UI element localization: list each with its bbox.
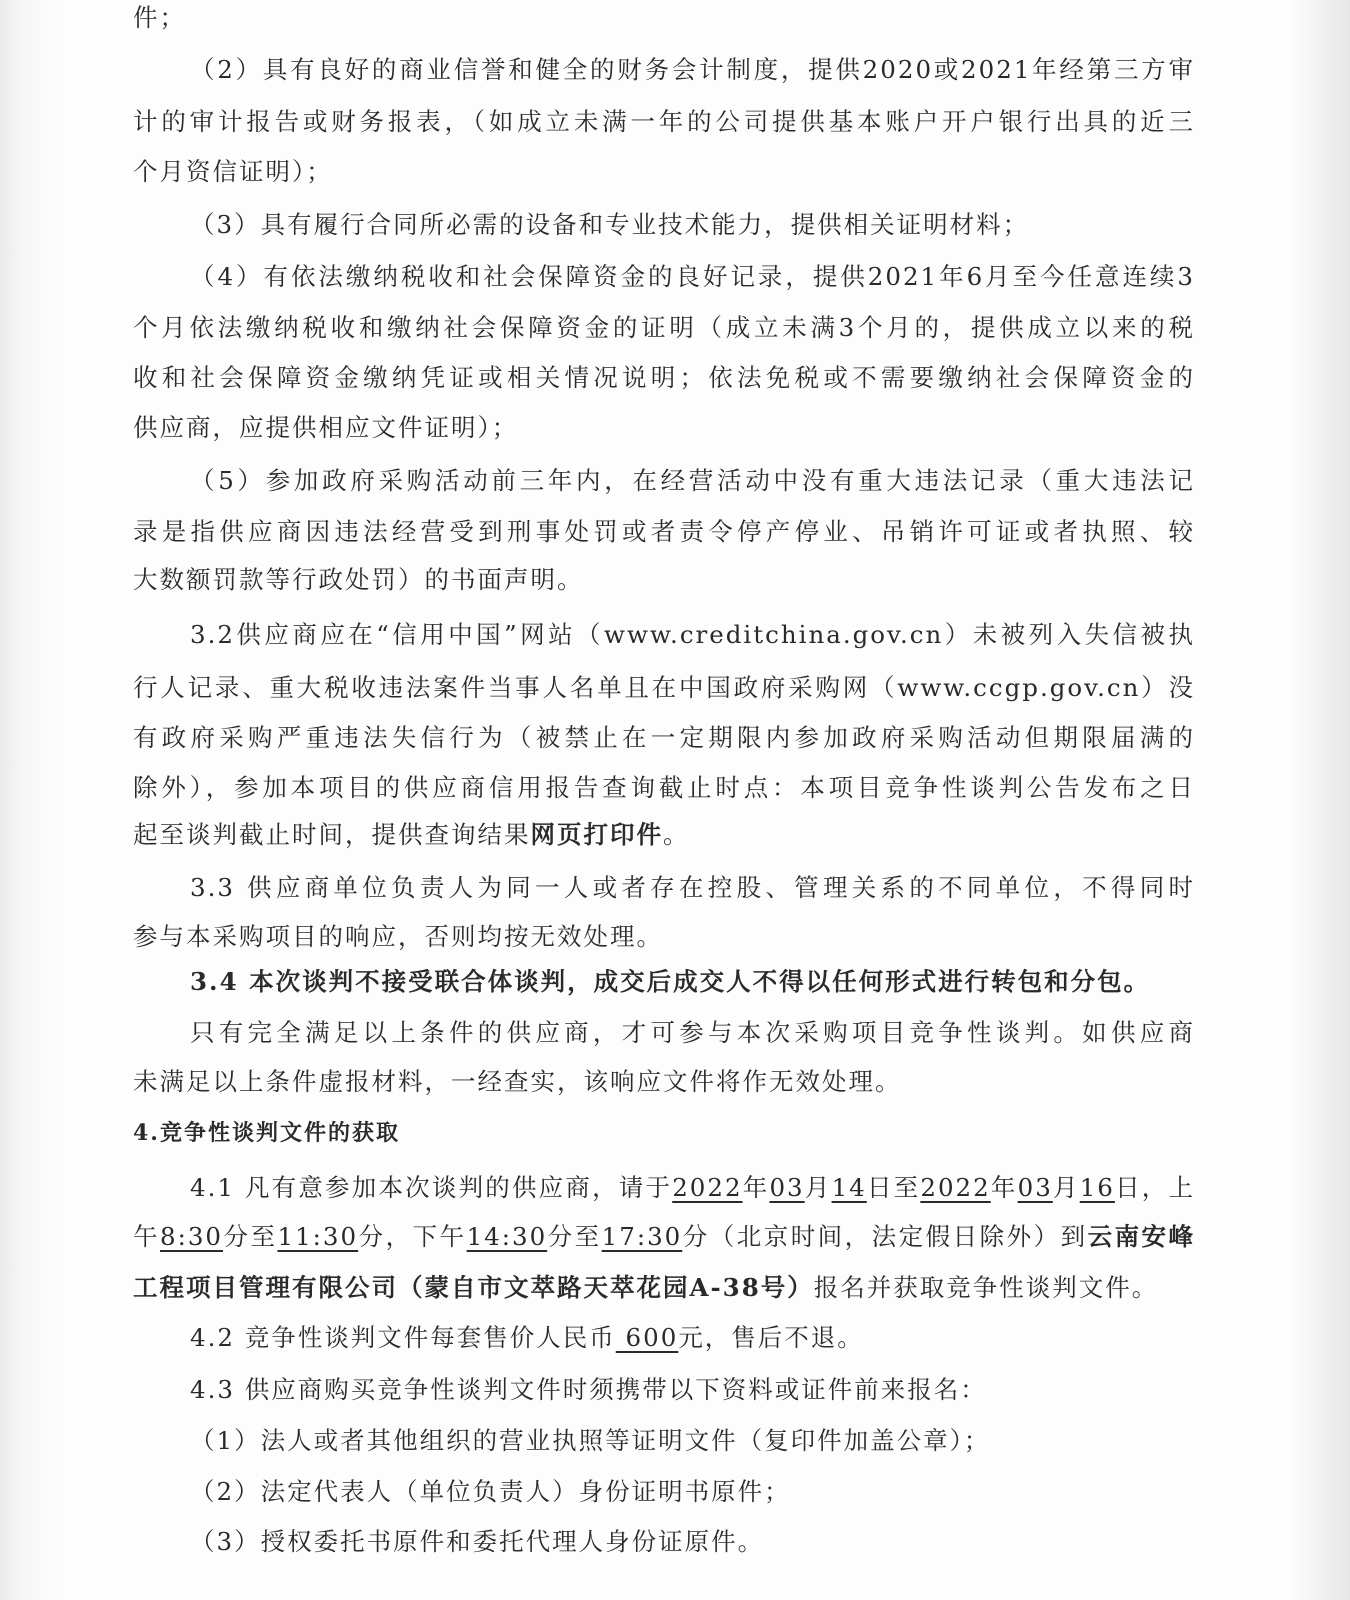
text-line <box>190 965 1150 999</box>
text-line <box>133 671 1195 705</box>
text-segment: 个月依法缴纳税收和缴纳社会保障资金的证明（成立未满3个月的，提供成立以来的税 <box>133 313 1195 342</box>
text-segment: 未满足以上条件虚报材料，一经查实，该响应文件将作无效处理。 <box>133 1067 902 1096</box>
text-line <box>190 1016 1195 1050</box>
text-segment: 午 <box>133 1222 160 1251</box>
text-line <box>133 920 663 954</box>
underlined-text: 2022 <box>920 1173 991 1202</box>
text-line <box>133 1116 400 1150</box>
text-segment: 分（北京时间，法定假日除外）到 <box>682 1222 1088 1251</box>
text-segment: 3.2供应商应在“信用中国”网站（www.creditchina.gov.cn）未被列入失信被执 <box>190 620 1195 649</box>
text-segment: （5）参加政府采购活动前三年内，在经营活动中没有重大违法记录（重大违法记 <box>190 466 1195 495</box>
text-segment: 年 <box>990 1173 1018 1202</box>
text-line <box>190 1171 1195 1205</box>
text-line <box>133 155 333 189</box>
underlined-text: 600 <box>615 1323 679 1352</box>
text-line <box>133 361 1195 395</box>
text-line <box>133 1271 1158 1305</box>
text-line <box>190 1475 791 1509</box>
text-segment: 供应商，应提供相应文件证明）； <box>133 413 519 442</box>
text-segment: （1）法人或者其他组织的营业执照等证明文件（复印件加盖公章）； <box>190 1426 991 1455</box>
text-line <box>190 1321 864 1355</box>
text-segment: 个月资信证明）； <box>133 157 333 186</box>
text-line <box>190 618 1195 652</box>
text-line <box>190 208 1029 242</box>
text-line <box>190 1373 987 1407</box>
underlined-text: 03 <box>769 1173 805 1202</box>
text-line <box>133 721 1195 755</box>
text-segment: 4.2 竞争性谈判文件每套售价人民币 <box>190 1323 616 1352</box>
underlined-text: 03 <box>1017 1173 1053 1202</box>
text-segment: 年 <box>742 1173 770 1202</box>
text-segment: 行人记录、重大税收违法案件当事人名单且在中国政府采购网（www.ccgp.gov.cn）没 <box>133 673 1195 702</box>
text-line <box>133 411 518 445</box>
text-segment: 只有完全满足以上条件的供应商，才可参与本次采购项目竞争性谈判。如供应商 <box>190 1018 1195 1047</box>
text-segment: 元，售后不退。 <box>678 1323 864 1352</box>
bold-text: 工程项目管理有限公司（蒙自市文萃路天萃花园A-38号） <box>133 1273 814 1302</box>
text-segment: 月 <box>1052 1173 1080 1202</box>
underlined-text: 8:30 <box>160 1222 224 1251</box>
text-segment: 3.3 供应商单位负责人为同一人或者存在控股、管理关系的不同单位，不得同时 <box>190 873 1195 902</box>
bold-text: 网页打印件 <box>530 820 663 849</box>
text-segment: 收和社会保障资金缴纳凭证或相关情况说明；依法免税或不需要缴纳社会保障资金的 <box>133 363 1195 392</box>
text-segment: 除外），参加本项目的供应商信用报告查询截止时点：本项目竞争性谈判公告发布之日 <box>133 773 1195 802</box>
text-line <box>190 1525 764 1559</box>
underlined-text: 2022 <box>672 1173 743 1202</box>
text-line <box>190 53 1195 87</box>
text-segment: （4）有依法缴纳税收和社会保障资金的良好记录，提供2021年6月至今任意连续3 <box>190 262 1195 291</box>
text-segment: （3）授权委托书原件和委托代理人身份证原件。 <box>190 1527 765 1556</box>
text-line <box>190 871 1195 905</box>
text-segment: （2）法定代表人（单位负责人）身份证明书原件； <box>190 1477 791 1506</box>
text-segment: 大数额罚款等行政处罚）的书面声明。 <box>133 565 584 594</box>
text-line <box>133 818 690 852</box>
text-segment: 计的审计报告或财务报表，（如成立未满一年的公司提供基本账户开户银行出具的近三 <box>133 107 1195 136</box>
text-line <box>133 1220 1195 1254</box>
text-segment: 日至 <box>866 1173 921 1202</box>
text-line <box>190 464 1195 498</box>
text-line <box>133 1 186 35</box>
bold-text: 3.4 本次谈判不接受联合体谈判，成交后成交人不得以任何形式进行转包和分包。 <box>190 967 1151 996</box>
text-segment: 录是指供应商因违法经营受到刑事处罚或者责令停产停业、吊销许可证或者执照、较 <box>133 517 1195 546</box>
text-segment: 月 <box>804 1173 832 1202</box>
text-segment: （3）具有履行合同所必需的设备和专业技术能力，提供相关证明材料； <box>190 210 1030 239</box>
text-segment: 分，下午 <box>358 1222 467 1251</box>
text-segment: 有政府采购严重违法失信行为（被禁止在一定期限内参加政府采购活动但期限届满的 <box>133 723 1195 752</box>
underlined-text: 14 <box>831 1173 867 1202</box>
text-line <box>190 1424 990 1458</box>
text-segment: 。 <box>663 820 690 849</box>
text-line <box>133 311 1195 345</box>
underlined-text: 17:30 <box>601 1222 683 1251</box>
text-segment: 参与本采购项目的响应，否则均按无效处理。 <box>133 922 663 951</box>
underlined-text: 14:30 <box>466 1222 548 1251</box>
text-line <box>133 105 1195 139</box>
text-segment: 4.竞争性谈判文件的获取 <box>133 1120 400 1146</box>
text-segment: 分至 <box>547 1222 602 1251</box>
text-segment: 件； <box>133 3 186 32</box>
text-segment: 4.1 凡有意参加本次谈判的供应商，请于 <box>190 1173 673 1202</box>
text-line <box>133 771 1195 805</box>
text-segment: 4.3 供应商购买竞争性谈判文件时须携带以下资料或证件前来报名： <box>190 1375 987 1404</box>
text-line <box>133 563 584 597</box>
bold-text: 云南安峰 <box>1087 1222 1196 1251</box>
text-segment: 起至谈判截止时间，提供查询结果 <box>133 820 531 849</box>
text-segment: （2）具有良好的商业信誉和健全的财务会计制度，提供2020或2021年经第三方审 <box>190 55 1195 84</box>
text-line <box>133 515 1195 549</box>
text-segment: 报名并获取竞争性谈判文件。 <box>813 1273 1159 1302</box>
text-segment: 分至 <box>223 1222 278 1251</box>
text-line <box>190 260 1195 294</box>
text-segment: 日，上 <box>1114 1173 1196 1202</box>
text-line <box>133 1065 902 1099</box>
underlined-text: 16 <box>1079 1173 1115 1202</box>
underlined-text: 11:30 <box>277 1222 359 1251</box>
